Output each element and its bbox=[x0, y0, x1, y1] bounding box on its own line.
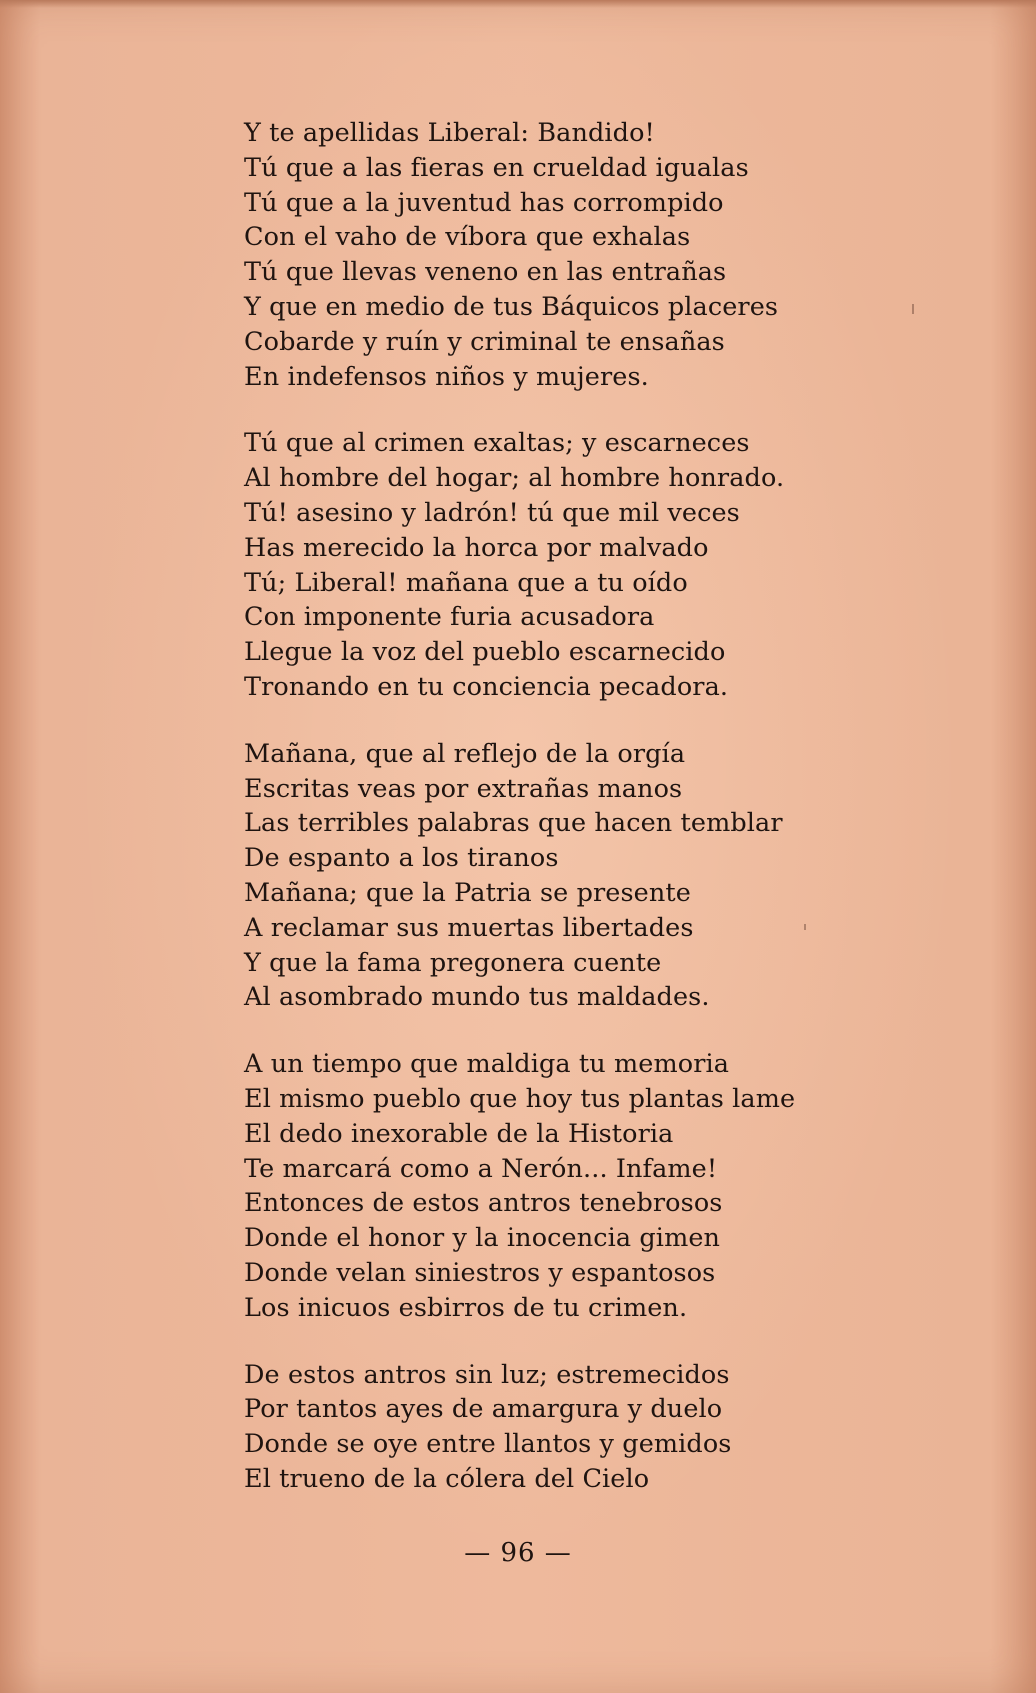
stanza bbox=[244, 1047, 844, 1325]
verse-line: El trueno de la cólera del Cielo bbox=[244, 1463, 650, 1494]
verse-line: Entonces de estos antros tenebrosos bbox=[244, 1188, 723, 1219]
verse-line: Al asombrado mundo tus maldades. bbox=[244, 982, 710, 1013]
page-top-edge bbox=[0, 0, 1036, 8]
verse-line: Donde velan siniestros y espantosos bbox=[244, 1257, 716, 1288]
page-number: — 96 — bbox=[464, 1538, 572, 1568]
verse-line: Por tantos ayes de amargura y duelo bbox=[244, 1394, 723, 1425]
verse-line: Tú que llevas veneno en las entrañas bbox=[244, 257, 727, 288]
stanza bbox=[244, 116, 844, 394]
verse-line: Mañana, que al reflejo de la orgía bbox=[244, 738, 686, 769]
verse-line: Tú que al crimen exaltas; y escarneces bbox=[244, 428, 750, 459]
stanza bbox=[244, 426, 844, 704]
verse-line: El dedo inexorable de la Historia bbox=[244, 1118, 674, 1149]
verse-line: Has merecido la horca por malvado bbox=[244, 532, 709, 563]
paper-speck bbox=[804, 924, 806, 930]
verse-line: Los inicuos esbirros de tu crimen. bbox=[244, 1292, 688, 1323]
verse-line: Tú que a la juventud has corrompido bbox=[244, 187, 724, 218]
verse-line: Te marcará como a Nerón... Infame! bbox=[244, 1153, 718, 1184]
verse-line: Y te apellidas Liberal: Bandido! bbox=[244, 118, 655, 148]
verse-line: Tronando en tu conciencia pecadora. bbox=[244, 671, 729, 702]
poem-body bbox=[244, 116, 844, 1529]
verse-line: Escritas veas por extrañas manos bbox=[244, 773, 683, 804]
verse-line: De estos antros sin luz; estremecidos bbox=[244, 1359, 730, 1390]
verse-line: Y que en medio de tus Báquicos placeres bbox=[244, 291, 779, 322]
verse-line: Cobarde y ruín y criminal te ensañas bbox=[244, 326, 725, 357]
stanza bbox=[244, 1358, 844, 1497]
verse-line: Llegue la voz del pueblo escarnecido bbox=[244, 637, 726, 668]
verse-line: Y que la fama pregonera cuente bbox=[244, 947, 662, 978]
verse-line: Tú; Liberal! mañana que a tu oído bbox=[244, 567, 688, 598]
verse-line: El mismo pueblo que hoy tus plantas lame bbox=[244, 1083, 796, 1114]
verse-line: Al hombre del hogar; al hombre honrado. bbox=[244, 463, 785, 494]
verse-line: Con imponente furia acusadora bbox=[244, 602, 655, 633]
verse-line: Tú! asesino y ladrón! tú que mil veces bbox=[244, 497, 740, 528]
verse-line: Las terribles palabras que hacen temblar bbox=[244, 808, 783, 839]
stanza bbox=[244, 737, 844, 1015]
verse-line: Donde se oye entre llantos y gemidos bbox=[244, 1429, 732, 1460]
verse-line: A reclamar sus muertas libertades bbox=[244, 912, 694, 943]
verse-line: Donde el honor y la inocencia gimen bbox=[244, 1223, 721, 1254]
verse-line: Con el vaho de víbora que exhalas bbox=[244, 222, 691, 253]
verse-line: En indefensos niños y mujeres. bbox=[244, 361, 649, 392]
verse-line: A un tiempo que maldiga tu memoria bbox=[244, 1049, 730, 1080]
verse-line: Tú que a las fieras en crueldad igualas bbox=[244, 152, 749, 183]
paper-speck bbox=[912, 304, 914, 314]
verse-line: De espanto a los tiranos bbox=[244, 843, 559, 874]
verse-line: Mañana; que la Patria se presente bbox=[244, 877, 691, 908]
